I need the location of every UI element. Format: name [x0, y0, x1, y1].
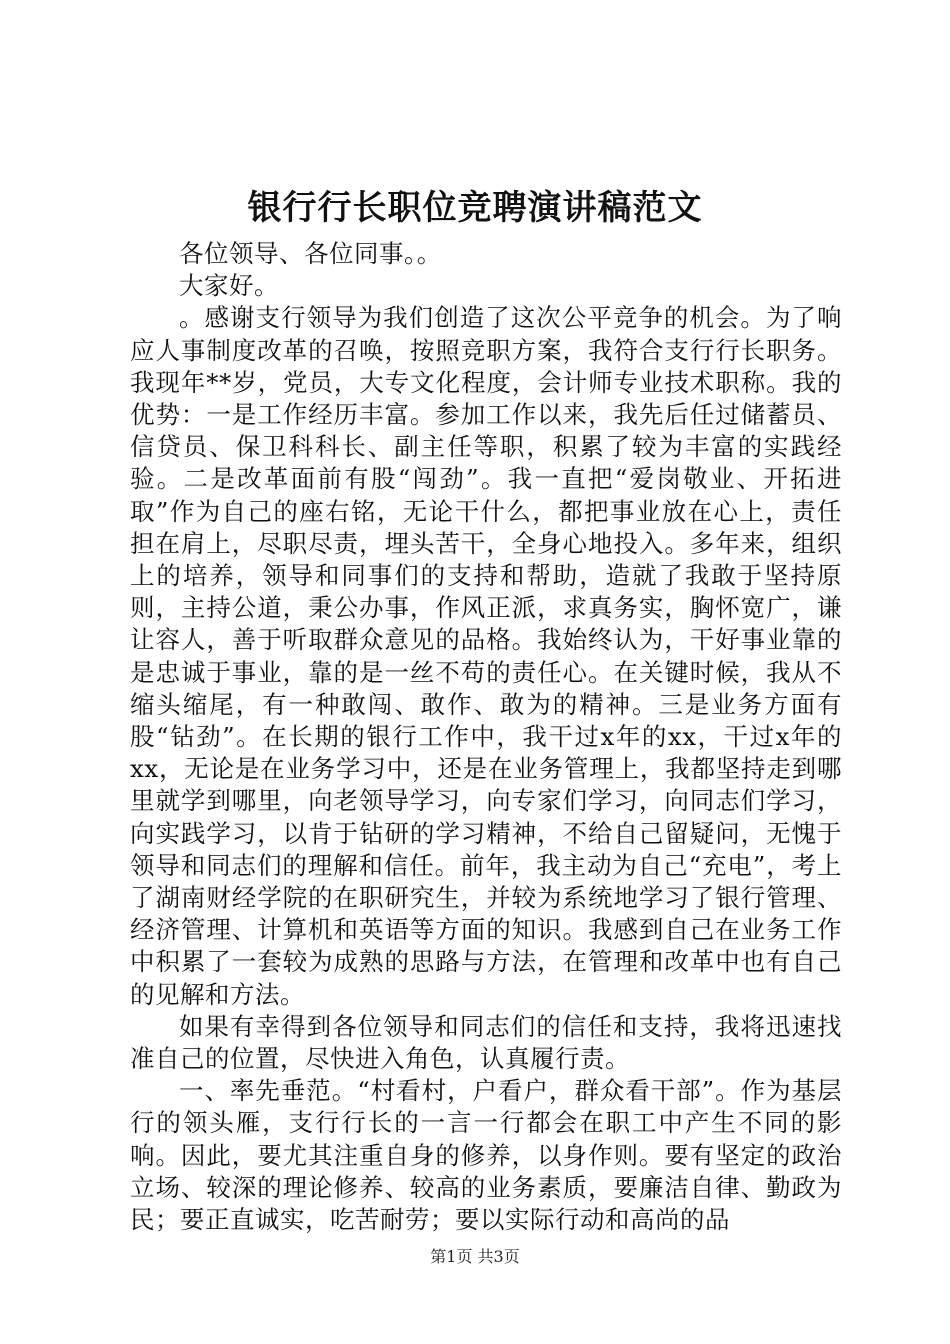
paragraph-greeting: 各位领导、各位同事。。 — [179, 239, 442, 268]
document-body — [130, 238, 842, 1236]
paragraph-commitment: 如果有幸得到各位领导和同志们的信任和支持，我将迅速找准自己的位置，尽快进入角色，认真履行责。 — [130, 1011, 842, 1074]
paragraph-self-introduction: 。感谢支行领导为我们创造了这次公平竞争的机会。为了响应人事制度改革的召唤，按照竞职方案，我符合支行行长职务。我现年**岁，党员，大专文化程度，会计师专业技术职称。我的优势：一是工作经历丰富。参加工作以来，我先后任过储蓄员、信贷员、保卫科科长、副主任等职，积累了较为丰富的实践经验。二是改革面前有股“闯劲”。我一直把“爱岗敬业、开拓进取”作为自己的座右铭，无论干什么，都把事业放在心上，责任担在肩上，尽职尽责，埋头苦干，全身心地投入。多年来，组织上的培养，领导和同事们的支持和帮助，造就了我敢于坚持原则，主持公道，秉公办事，作风正派，求真务实，胸怀宽广，谦让容人，善于听取群众意见的品格。我始终认为，干好事业靠的是忠诚于事业，靠的是一丝不苟的责任心。在关键时候，我从不缩头缩尾，有一种敢闯、敢作、敢为的精神。三是业务方面有股“钻劲”。在长期的银行工作中，我干过x年的xx，干过x年的xx，无论是在业务学习中，还是在业务管理上，我都坚持走到哪里就学到哪里，向老领导学习，向专家们学习，向同志们学习，向实践学习，以肯于钻研的学习精神，不给自己留疑问，无愧于领导和同志们的理解和信任。前年，我主动为自己“充电”，考上了湖南财经学院的在职研究生，并较为系统地学习了银行管理、经济管理、计算机和英语等方面的知识。我感到自己在业务工作中积累了一套较为成熟的思路与方法，在管理和改革中也有自己的见解和方法。 — [130, 303, 842, 1009]
paragraph-hello: 大家好。 — [179, 271, 279, 301]
paragraph-point-one: 一、率先垂范。“村看村，户看户，群众看干部”。作为基层行的领头雁，支行行长的一言一行都会在职工中产生不同的影响。因此，要尤其注重自身的修养，以身作则。要有坚定的政治立场、较深的理论修养、较高的业务素质，要廉洁自律、勤政为民；要正直诚实，吃苦耐劳；要以实际行动和高尚的品 — [130, 1076, 842, 1235]
document-title: 银行行长职位竞聘演讲稿范文 — [247, 188, 703, 228]
page-footer: 第1页 共3页 — [430, 1247, 520, 1266]
